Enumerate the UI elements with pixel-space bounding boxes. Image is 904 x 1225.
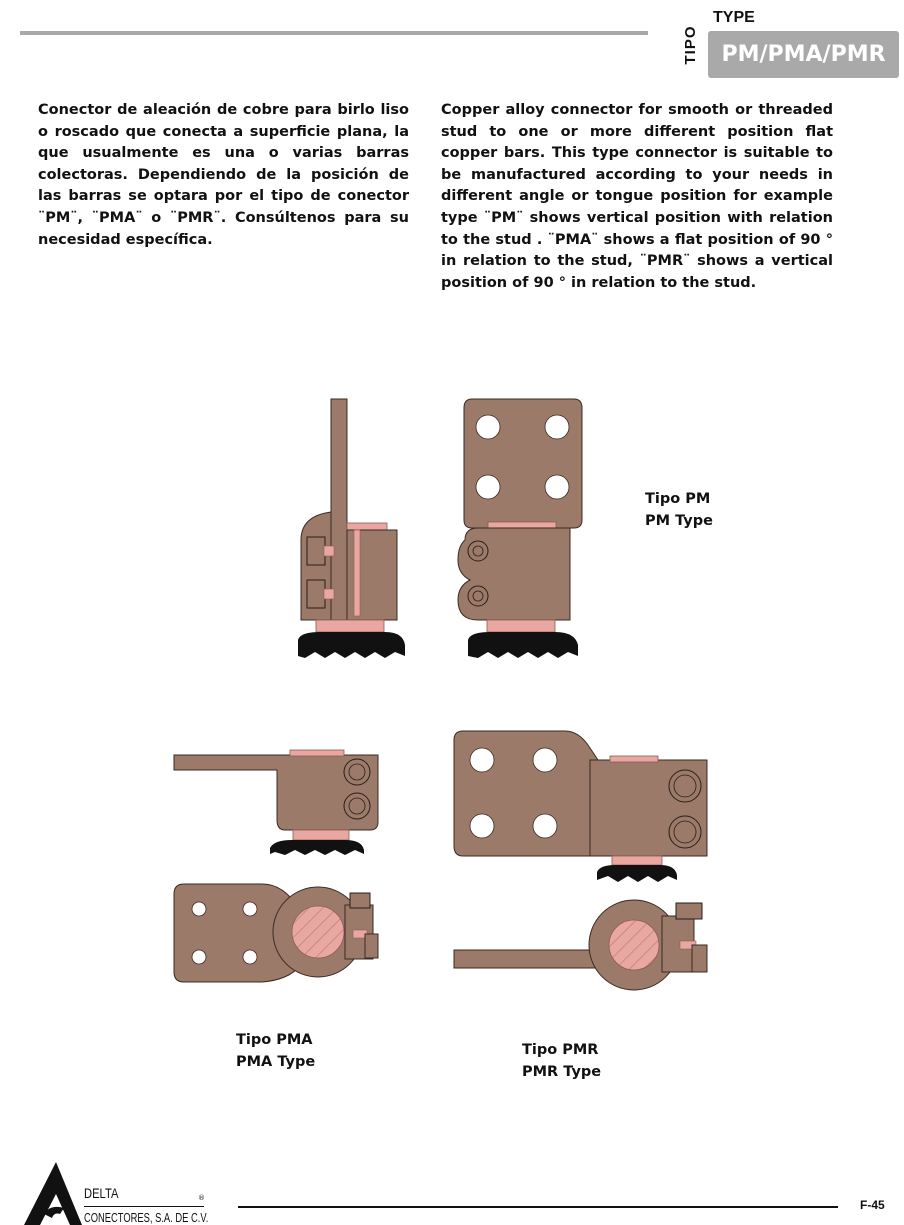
pm-caption: [645, 488, 713, 532]
pma-top-view: [174, 884, 378, 982]
delta-triangle-icon: [20, 1162, 84, 1225]
pma-caption-english: PMA Type: [236, 1054, 316, 1070]
footer-rule: [238, 1206, 838, 1208]
pmr-caption-english: PMR Type: [522, 1064, 602, 1080]
pm-front-view: [458, 399, 582, 658]
pmr-caption-spanish: Tipo PMR: [522, 1042, 599, 1058]
pmr-top-view: [454, 900, 707, 990]
company-subtitle: CONECTORES, S.A. DE C.V.: [84, 1210, 209, 1225]
type-label: TYPE: [713, 9, 755, 26]
connector-code-badge: PM/PMA/PMR: [708, 31, 899, 78]
pma-caption: [236, 1029, 315, 1073]
pma-side-view: [174, 750, 378, 855]
company-name: DELTA: [84, 1185, 119, 1201]
page-number: F-45: [860, 1198, 885, 1212]
logo-underline: [84, 1206, 204, 1207]
description-english: Copper alloy connector for smooth or threaded stud to one or more different position flat copper bars. This type connector is suitable to be manufactured according to your needs in different angle or tongue position for example type ¨PM¨ shows vertical position with relation to the stud . ¨PMA¨ shows a flat position of 90 ° in relation to the stud, ¨PMR¨ shows a vertical position of 90 ° in relation to the stud.: [441, 102, 833, 291]
pmr-side-view: [454, 731, 707, 882]
tipo-label: TIPO: [682, 25, 699, 65]
registered-mark: ®: [198, 1194, 205, 1202]
pm-caption-english: PM Type: [645, 513, 713, 529]
description-spanish: Conector de aleación de cobre para birlo liso o roscado que conecta a superficie plana, la que usualmente es una o varias barras colectoras. Dependiendo de la posición de las barras se optara por el tipo de conector ¨PM¨, ¨PMA¨ o ¨PMR¨. Consúltenos para su necesidad específica.: [38, 102, 409, 248]
pm-side-view: [298, 399, 405, 658]
delta-logo: [20, 1162, 210, 1225]
pmr-caption: [522, 1039, 601, 1083]
pm-caption-spanish: Tipo PM: [645, 491, 711, 507]
pma-caption-spanish: Tipo PMA: [236, 1032, 313, 1048]
